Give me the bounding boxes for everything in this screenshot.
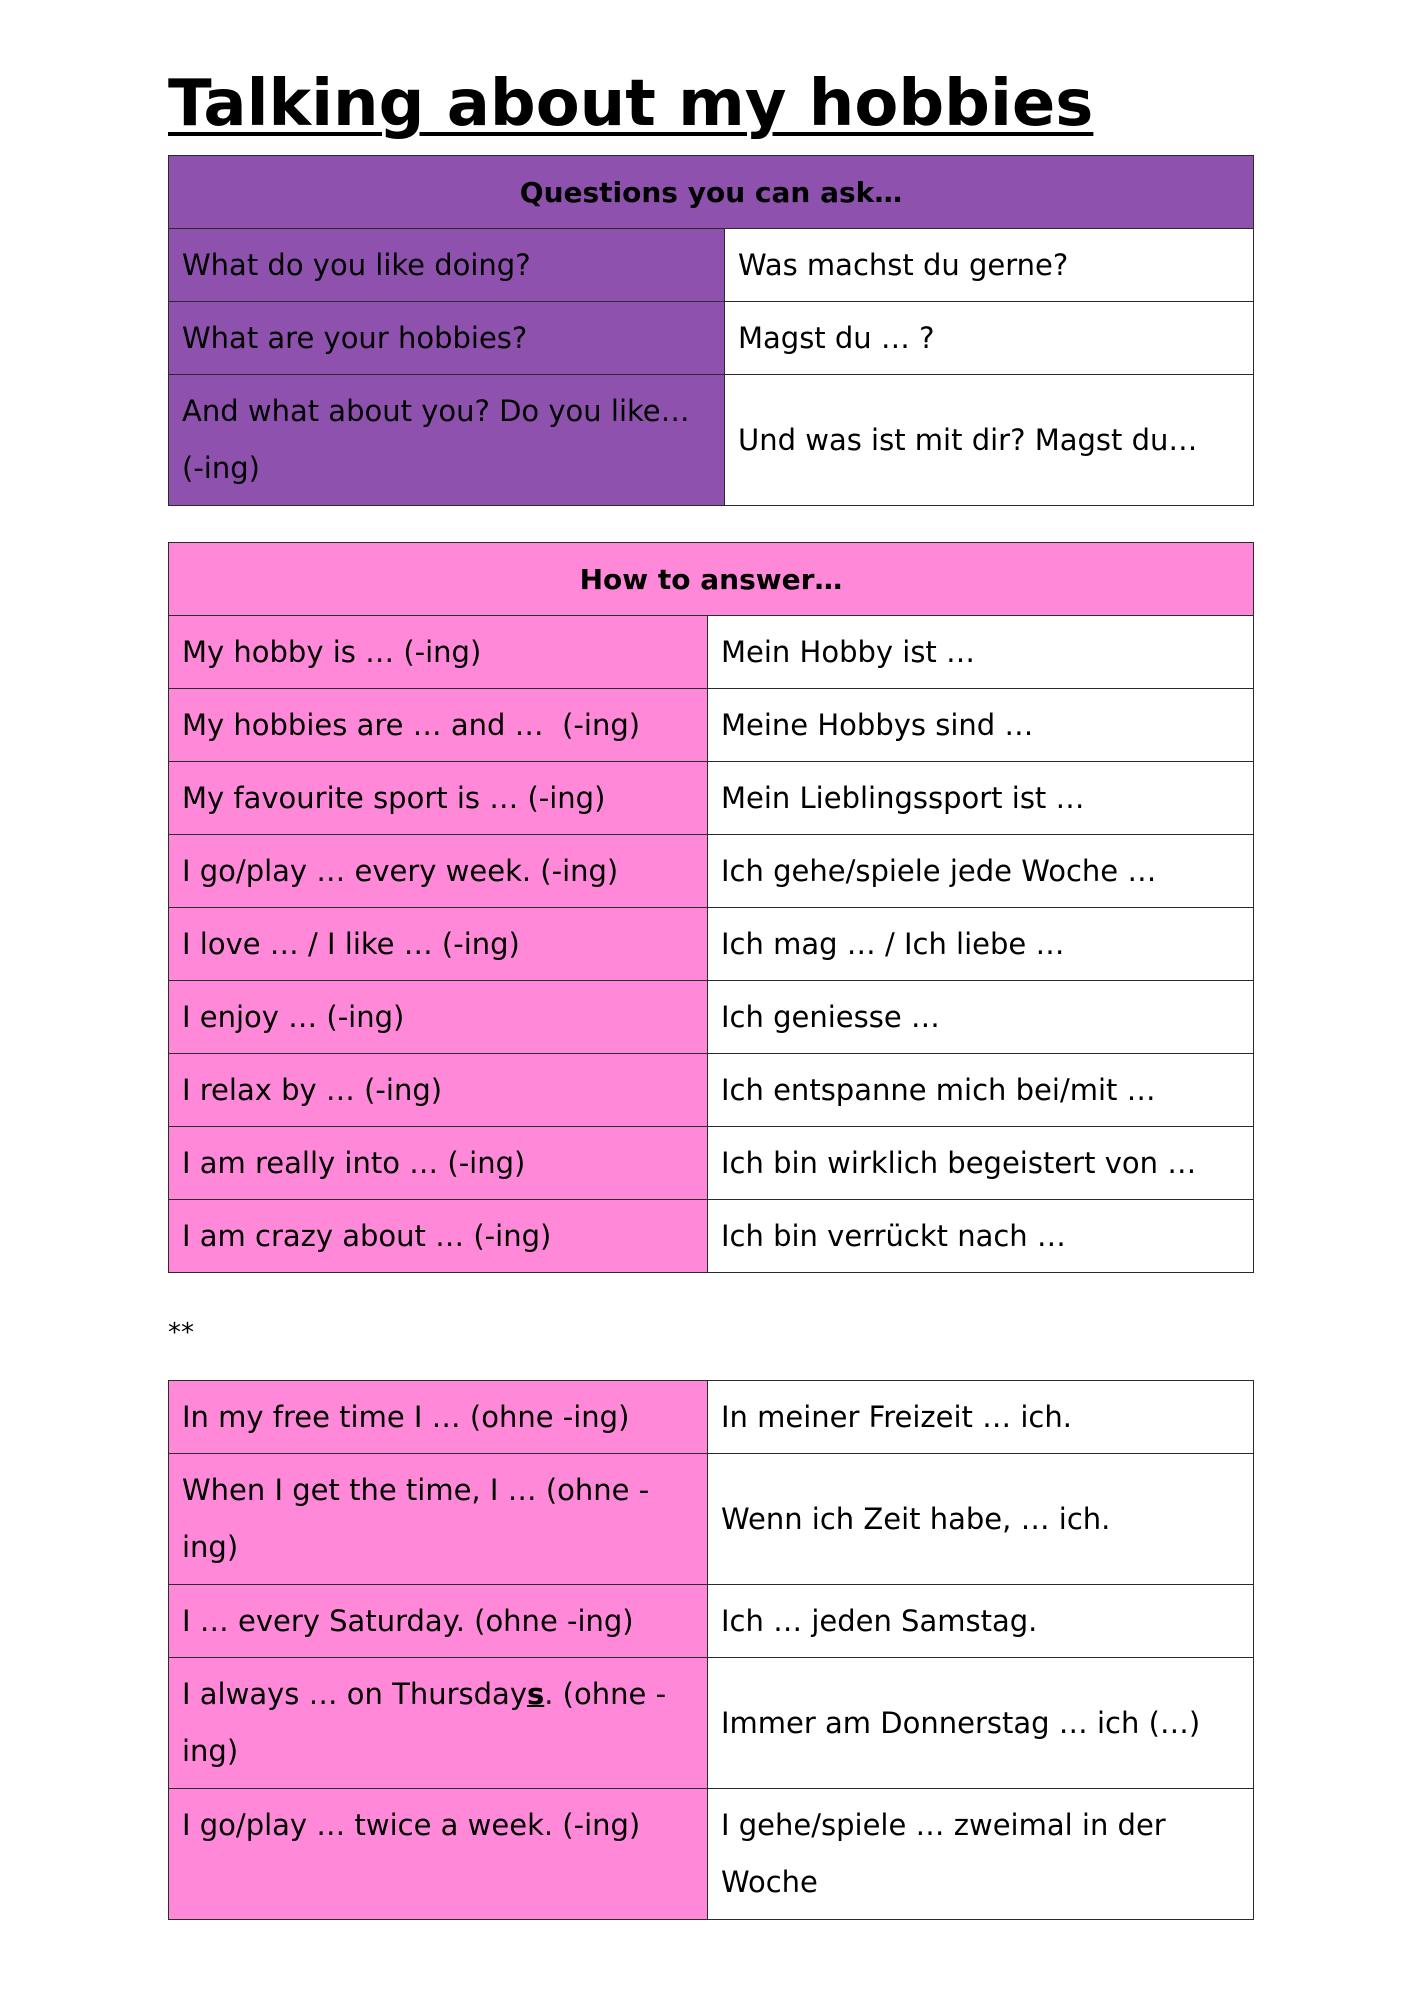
table-row xyxy=(169,1381,1254,1454)
english-phrase: When I get the time, I … (ohne -ing) xyxy=(169,1454,708,1585)
table-row xyxy=(169,689,1254,762)
english-phrase: My favourite sport is … (-ing) xyxy=(169,762,708,835)
german-phrase: Mein Lieblingssport ist … xyxy=(708,762,1254,835)
table-row xyxy=(169,1789,1254,1920)
english-phrase: I go/play … twice a week. (-ing) xyxy=(169,1789,708,1920)
english-phrase: In my free time I … (ohne -ing) xyxy=(169,1381,708,1454)
questions-table xyxy=(168,155,1254,506)
underlined-letter: s xyxy=(526,1677,545,1711)
table-row xyxy=(169,908,1254,981)
german-phrase: Immer am Donnerstag … ich (…) xyxy=(708,1658,1254,1789)
table-row xyxy=(169,1585,1254,1658)
english-phrase: I love … / I like … (-ing) xyxy=(169,908,708,981)
table-row xyxy=(169,981,1254,1054)
table-row xyxy=(169,835,1254,908)
table-row xyxy=(169,762,1254,835)
german-phrase: Ich bin verrückt nach … xyxy=(708,1200,1254,1273)
table-row xyxy=(169,1454,1254,1585)
answers-table xyxy=(168,542,1254,1273)
extra-phrases-table xyxy=(168,1380,1254,1920)
german-phrase: Ich bin wirklich begeistert von … xyxy=(708,1127,1254,1200)
english-phrase: And what about you? Do you like…(-ing) xyxy=(169,375,725,506)
german-phrase: Mein Hobby ist … xyxy=(708,616,1254,689)
german-phrase: Was machst du gerne? xyxy=(725,229,1254,302)
questions-header: Questions you can ask… xyxy=(169,156,1254,229)
english-phrase: I relax by … (-ing) xyxy=(169,1054,708,1127)
english-phrase: What are your hobbies? xyxy=(169,302,725,375)
english-phrase: What do you like doing? xyxy=(169,229,725,302)
german-phrase: I gehe/spiele … zweimal in der Woche xyxy=(708,1789,1254,1920)
english-phrase xyxy=(169,1658,708,1789)
table-row xyxy=(169,1200,1254,1273)
answers-header: How to answer… xyxy=(169,543,1254,616)
table-row xyxy=(169,616,1254,689)
table-row xyxy=(169,302,1254,375)
german-phrase: Und was ist mit dir? Magst du… xyxy=(725,375,1254,506)
table-row xyxy=(169,375,1254,506)
english-phrase-part: I always … on Thursday xyxy=(182,1677,527,1711)
footnote-marker: ** xyxy=(168,1318,194,1348)
table-row xyxy=(169,1658,1254,1789)
german-phrase: Wenn ich Zeit habe, … ich. xyxy=(708,1454,1254,1585)
german-phrase: Ich gehe/spiele jede Woche … xyxy=(708,835,1254,908)
english-phrase-part: . (ohne -ing) xyxy=(182,1677,667,1768)
english-phrase: I am really into … (-ing) xyxy=(169,1127,708,1200)
english-phrase: I go/play … every week. (-ing) xyxy=(169,835,708,908)
german-phrase: Ich … jeden Samstag. xyxy=(708,1585,1254,1658)
german-phrase: Ich entspanne mich bei/mit … xyxy=(708,1054,1254,1127)
german-phrase: Magst du … ? xyxy=(725,302,1254,375)
german-phrase: Meine Hobbys sind … xyxy=(708,689,1254,762)
english-phrase: I enjoy … (-ing) xyxy=(169,981,708,1054)
german-phrase: Ich geniesse … xyxy=(708,981,1254,1054)
german-phrase: Ich mag … / Ich liebe … xyxy=(708,908,1254,981)
english-phrase: My hobbies are … and … (-ing) xyxy=(169,689,708,762)
german-phrase: In meiner Freizeit … ich. xyxy=(708,1381,1254,1454)
page-title: Talking about my hobbies xyxy=(168,67,1094,141)
table-row xyxy=(169,1054,1254,1127)
english-phrase: My hobby is … (-ing) xyxy=(169,616,708,689)
table-row xyxy=(169,1127,1254,1200)
table-row xyxy=(169,229,1254,302)
english-phrase: I am crazy about … (-ing) xyxy=(169,1200,708,1273)
english-phrase: I … every Saturday. (ohne -ing) xyxy=(169,1585,708,1658)
